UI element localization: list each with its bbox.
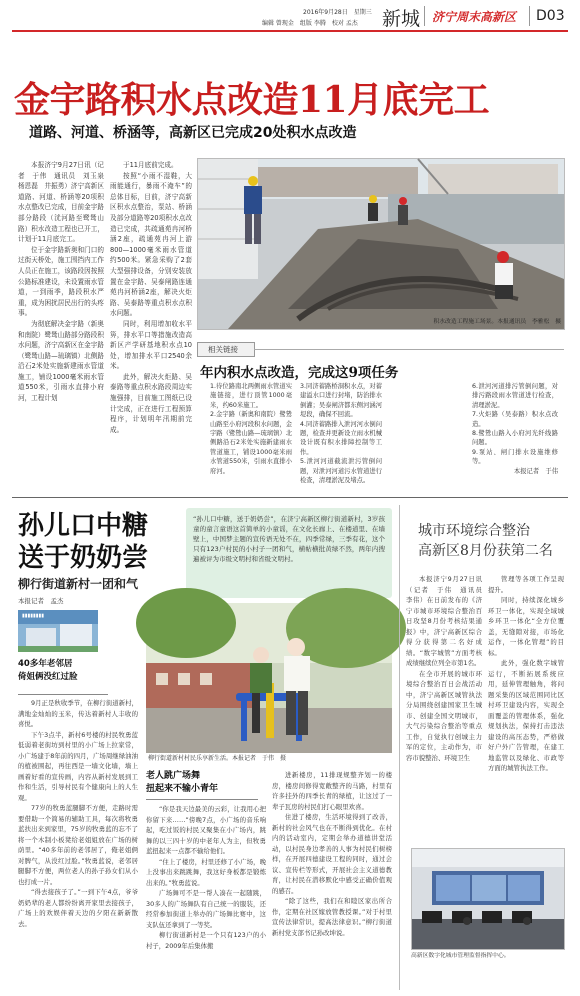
story2-title-line1: 孙儿口中糖 xyxy=(18,511,149,541)
main-column-1 xyxy=(18,160,111,490)
date-line: 2016年9月28日 星期三 xyxy=(303,9,372,16)
list-item: 4.同济蓄路排入泄河河水倒问题，检查并更新设立雨水机械设计既有积水排障控制等工作。 xyxy=(300,420,382,456)
paragraph: 同时，持续深化城乡环卫一体化，实现全域城乡环卫一体化“全方位覆盖，无缝隙对接，市场化运作，一体化管理”的目标。 xyxy=(488,596,564,657)
paragraph: 管理等各项工作呈现提升。 xyxy=(488,575,564,594)
story2-intro-text: “孙儿口中糖，送于奶奶尝”，在济宁高新区柳行街道新村，3岁孩童的童言童语这首简单的小童谣，在文化长廊上、在楼道里、在墙壁上，中国梦主题的宣传语无处不在，四季常绿，三季有花，这个只有123户村民的小村子一团和气，横帖横批黄绿不然，两年内搜遍被评为市级文明村和省级文明村。 xyxy=(193,515,385,563)
related-col-c xyxy=(390,382,470,482)
list-item: 2.金宇路（新奥和南院）鹭鸶山路至小府河段积水问题，金宇路（鹭鸶山路—琉璃镇）北侧路沿石2米处实施新建雨水管道施工，铺设1000毫米雨水管道550米，引雨水直排小府河。 xyxy=(210,411,292,475)
list-item: 3.同济蓄路桥洞积水点，对蓄建溢水口进行封堵，防治排水倒灌；吴泰闸济都东侧河涵河堤段，确保不回流。 xyxy=(300,383,382,419)
related-link-rule xyxy=(254,349,564,350)
paragraph: 在全市开展的城市环境综合整治百日会战活动中，济宁高新区城管执法分局围绕创建国家卫生城市、创建全国文明城市，大气污染综合整治等重点工作，自觉执行创城主力军的定位，主动作为，市容市貌整治、环境卫生 xyxy=(406,669,482,762)
list-item: 5.泄河河道截流泄污管倒问题，对泄河河道污水管道进行检查，清理淤泥及堵点。 xyxy=(300,458,382,485)
list-item: 1.待位路南北两侧雨水管道实施链接，进行顶管1000毫米，约60米施工。 xyxy=(210,383,292,409)
story2-intro-box xyxy=(186,508,392,598)
story2-mid-column xyxy=(146,804,266,990)
main-column-2 xyxy=(110,160,192,490)
related-link-label: 相关链接 xyxy=(208,345,238,354)
paragraph: 进新楼房，11排现规整齐划一的楼房，楼房间修得宽敞整齐的马路，村里有许多挂外的四季长青的绿植，让这过了一辈子瓦房的村民们打心眼里欢喜。 xyxy=(272,771,392,811)
paragraph: 此外，解决火炬路、吴泰路等重点积水路段周边实施强排，目前施工图纸已设计完成，正在进行工程预算程序，计划明年汛期前完成。 xyxy=(110,372,192,434)
editors-line: 编辑 曾现金 组版 李腾 校对 孟杰 xyxy=(262,20,358,27)
related-col-a xyxy=(210,382,292,482)
related-link-title: 年内积水点改造，完成这9项任务 xyxy=(200,365,399,381)
section-divider xyxy=(12,497,568,498)
story3-title-line2: 高新区8月份获第二名 xyxy=(418,543,553,559)
main-subheadline: 道路、河道、桥涵等，高新区已完成20处积水点改造 xyxy=(29,125,357,141)
command-center-image xyxy=(412,849,564,949)
paragraph: 按照“小雨不湿鞋，大雨能通行，暴雨不淹车”的总体目标，目前，济宁高新区积水点整治，泵站、桥涵及部分道路等20项积水点改造已完成，共疏通苑冉河桥涵2座，疏通苑冉河上游800—1000毫米雨水管道约500米。紧急采购了2套大型强排设备，分别安装放置在金宇路、吴泰闸路连通苑冉河桥涵2座，解决火炬路、吴泰路等重点积水点积水问题。 xyxy=(110,171,192,318)
construction-scene-image xyxy=(198,159,564,329)
story2-subtitle: 柳行街道新村一团和气 xyxy=(18,577,139,591)
construction-photo-caption: 积水改造工程施工场景。本报通讯员 李雅松 摄 xyxy=(433,319,561,325)
paragraph: 住进了楼房，生活环境得到了改善，新村的社会风气也在不断得到优化。在村内的活动室内，定期会举办道德讲堂活动，以村民身边孝善的人事为村民们树榜样，在开展四德建设工程的同时，通过会议、宣传栏等形式，开展社会主义道德教育，让村民在潜移默化中感受正确价值观的感召。 xyxy=(272,813,392,895)
paragraph: 下午3点半，新村6号楼的村民牧勇蓝低弱着老街坊到村里的小广场上拉家常，小广场建于8年前的四月，广场周继绿油油的植被围起，再往西是一墙文化墙，墙上画着好看的宣传画，内容从新村发展到工作和生活，引导村民有个健康向上的人生观。 xyxy=(18,730,138,802)
paragraph: 此外，强化数字城管运行，不断拓展系统应用，延伸管理触角，将问题采集的区域范围同比区村环卫建设内容，实现全面覆盖的管理体系，强化规划执法，保持打击违法建设的高压态势，严格做好户外广告管理，在建工地监管以及绿化、市政等方面的城管执法工作。 xyxy=(488,659,564,772)
story3-column-b xyxy=(488,574,564,834)
related-col-b xyxy=(300,382,382,485)
command-center-photo xyxy=(411,848,565,950)
paragraph: 本报济宁9月27日讯（记者 于伟 通讯员 李伟）在日前发布的《济宁市城市环境综合整治百日攻坚8月份考核结果通报》中，济宁高新区综合得分获得第二名好成绩。“数字城管”方面考核成绩继续位列全市第1名。 xyxy=(406,575,489,667)
paragraph: “你是我天边最美的云彩，让我用心把你留下来……”傍晚7点，小广场的音乐响起，吃过饭的村民又聚集在小广场内，跳舞的以三四十岁的中老年人为主，但牧勇蓝扭起来一点都不输给他们。 xyxy=(146,805,266,855)
header-rule xyxy=(12,30,568,32)
related-byline: 本报记者 于伟 xyxy=(513,467,558,475)
paragraph: 为彻底解决金宇路（新奥和南院）鹭鸶山路部分路段积水问题，济宁高新区在金宇路（鹭鸶山路—琉璃镇）北侧路沿石2米处实施新建雨水管道施工，铺设1000毫米雨水管道550米，引雨水直排小府河，工程计划 xyxy=(18,319,104,403)
main-headline: 金宇路积水点改造11月底完工 xyxy=(14,79,490,121)
paragraph: 位于金宇路新奥和门口的过街天桥处，施工围挡内工作人员正在施工，该路段因按照公路标准建设，未设置雨水管道，一到雨季，路段积水严重，成为困扰居民出行的头疼事。 xyxy=(18,245,104,318)
story2-left-column xyxy=(18,698,138,988)
villagers-photo xyxy=(146,603,392,763)
construction-photo xyxy=(197,158,565,330)
subheading-rule xyxy=(146,799,258,800)
paragraph: 9月正是秋收季节，在柳行街道新村，满地金灿灿的玉米，传达着新村人丰收的喜悦。 xyxy=(18,699,138,728)
villagers-photo-caption: 柳行街道新村村民乐享新生活。本报记者 于伟 摄 xyxy=(148,755,287,762)
related-link-tag xyxy=(197,342,255,357)
paragraph: 柳行街道新村是一个只有123户的小村子，2009年后集体搬 xyxy=(146,931,266,950)
related-col-d xyxy=(472,382,558,482)
story2-badge-text: 40多年老邻居 倚姐俩没红过脸 xyxy=(18,659,78,682)
paragraph: 77岁的牧勇蓝腿脚不方便，走路时需要借助一个简易的辅助工具，每次将牧勇蓝扶出来到家里，75岁的牧勇蓝的忘不了将一个木制小板凳给老姐姐放在广场的树荫里。“40多年前的老邻居了，俺老姐俩对脾气，从没红过脸。”牧勇蓝说，老邻居腿脚不方便，两位老人的孙子孙女们从小也打成一片。 xyxy=(18,804,138,886)
story2-title-line2: 送于奶奶尝 xyxy=(18,543,149,573)
paragraph: 于11月底前完成。 xyxy=(123,161,178,169)
village-thumbnail xyxy=(18,610,98,652)
list-item: 7.火炬路（吴泰路）积水点改造。 xyxy=(472,411,558,428)
paragraph: 同时，利用增加收水平箅，排水平口等措施改造高新区产学研基地积水点10处，增加排水平口2540余米。 xyxy=(110,319,192,371)
section-name: 新城 xyxy=(382,8,421,30)
column-divider xyxy=(399,505,400,990)
paragraph: “除了这些，我们在和睦区家出所合作，定期在社区嫁放管教授课。”对于村里宣传法律常识，提高法律意识。”柳行街道新村党支部书记孙改坤说。 xyxy=(272,897,392,937)
villagers-exercise-image xyxy=(146,603,392,753)
page-number: D03 xyxy=(536,8,565,24)
village-thumb-label: ▮▮▮▮▮▮▮▮ xyxy=(22,613,45,619)
story2-right-column xyxy=(272,770,392,990)
story2-subheading: 老人跳广场舞 扭起来不输小青年 xyxy=(146,771,219,794)
related-link-box xyxy=(196,342,566,492)
command-center-caption: 高新区数字化城市管理监督指挥中心。 xyxy=(411,953,510,959)
paragraph: “住上了楼房，村里还修了小广场，晚上没事出来跳跳舞，我这好身板都是锻炼出来的。”牧勇蓝说。 xyxy=(146,857,266,887)
story2-badge xyxy=(18,658,108,695)
header-divider-1 xyxy=(424,6,425,26)
list-item: 8.鹭鸶山路入小府河光纤线路问题。 xyxy=(472,430,558,447)
story3-title-line1: 城市环境综合整治 xyxy=(418,523,530,539)
paragraph: 广场舞可不是一帮人凑在一起随跳，30多人的广场舞队有自己统一的服装，还经常参加街道上举办的广场舞比赛中，这支队伍还拿到了一等奖。 xyxy=(146,889,266,929)
story2-byline: 本报记者 孟杰 xyxy=(18,597,64,605)
list-item: 9.泵站、闸门排水设施维修等。 xyxy=(472,448,558,466)
list-item: 6.泄河河道排污管倒问题，对排污路段雨水管道进行检查，清理淤泥。 xyxy=(472,383,558,409)
slogan-logo: 济宁周末高新区 xyxy=(432,10,517,24)
header-divider-2 xyxy=(529,6,530,26)
paragraph: 本报济宁9月27日讯（记者 于伟 通讯员 刘玉泉 杨恩磊 井振勇）济宁高新区道路、河道、桥涵等20项积水点整改已完成，目前金宇路部分路段（洸河路至鹭鸶山路）积水改造工程也已开工，计划于11月底完工。 xyxy=(18,161,111,244)
paragraph: “得去接孩子了。”一到下午4点，爷爷奶奶辈的老人都纷纷离开家里去接孩子，广场上的欢娱伴着天边的夕阳在新新散去。 xyxy=(18,888,138,928)
